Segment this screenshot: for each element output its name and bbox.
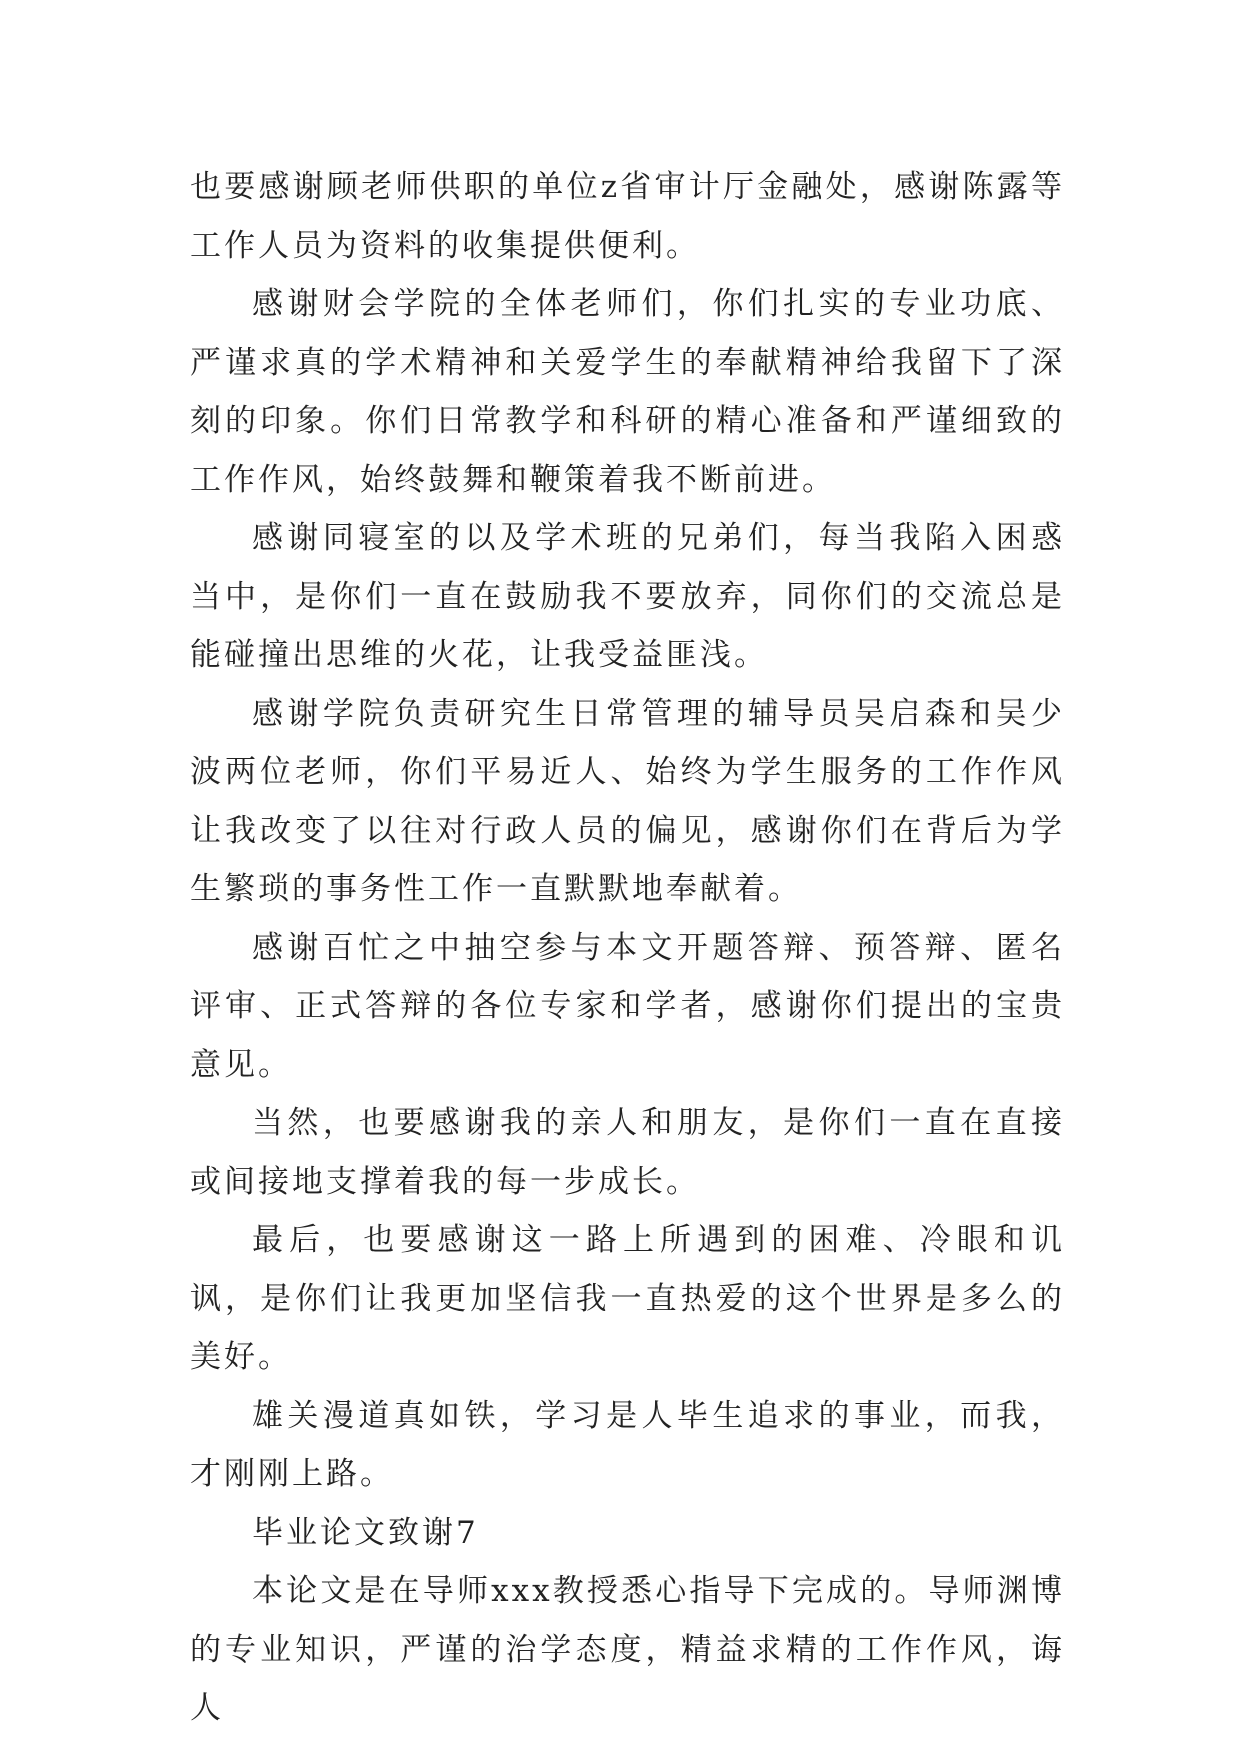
paragraph-advisor-thanks: 本论文是在导师xxx教授悉心指导下完成的。导师渊博的专业知识，严谨的治学态度，精益求精的工作作风，诲人 <box>190 1573 1065 1726</box>
paragraph-faculty-thanks: 感谢财会学院的全体老师们，你们扎实的专业功底、严谨求真的学术精神和关爱学生的奉献精神给我留下了深刻的印象。你们日常教学和科研的精心准备和严谨细致的工作作风，始终鼓舞和鞭策着我不断前进。 <box>190 286 1065 498</box>
paragraph-family-thanks: 当然，也要感谢我的亲人和朋友，是你们一直在直接或间接地支撑着我的每一步成长。 <box>190 1105 1065 1200</box>
paragraph-closing: 雄关漫道真如铁，学习是人毕生追求的事业，而我，才刚刚上路。 <box>190 1397 1065 1492</box>
document-body <box>190 158 1065 1738</box>
section-heading: 毕业论文致谢7 <box>252 1514 479 1551</box>
paragraph-difficulties-thanks: 最后，也要感谢这一路上所遇到的困难、冷眼和讥讽，是你们让我更加坚信我一直热爱的这个世界是多么的美好。 <box>190 1222 1065 1375</box>
paragraph-colleagues-thanks: 也要感谢顾老师供职的单位z省审计厅金融处，感谢陈露等工作人员为资料的收集提供便利。 <box>190 169 1065 264</box>
paragraph-roommates-thanks: 感谢同寝室的以及学术班的兄弟们，每当我陷入困惑当中，是你们一直在鼓励我不要放弃，同你们的交流总是能碰撞出思维的火花，让我受益匪浅。 <box>190 520 1065 673</box>
paragraph-counselors-thanks: 感谢学院负责研究生日常管理的辅导员吴启森和吴少波两位老师，你们平易近人、始终为学生服务的工作作风让我改变了以往对行政人员的偏见，感谢你们在背后为学生繁琐的事务性工作一直默默地奉献着。 <box>190 695 1065 907</box>
paragraph-experts-thanks: 感谢百忙之中抽空参与本文开题答辩、预答辩、匿名评审、正式答辩的各位专家和学者，感谢你们提出的宝贵意见。 <box>190 929 1065 1083</box>
